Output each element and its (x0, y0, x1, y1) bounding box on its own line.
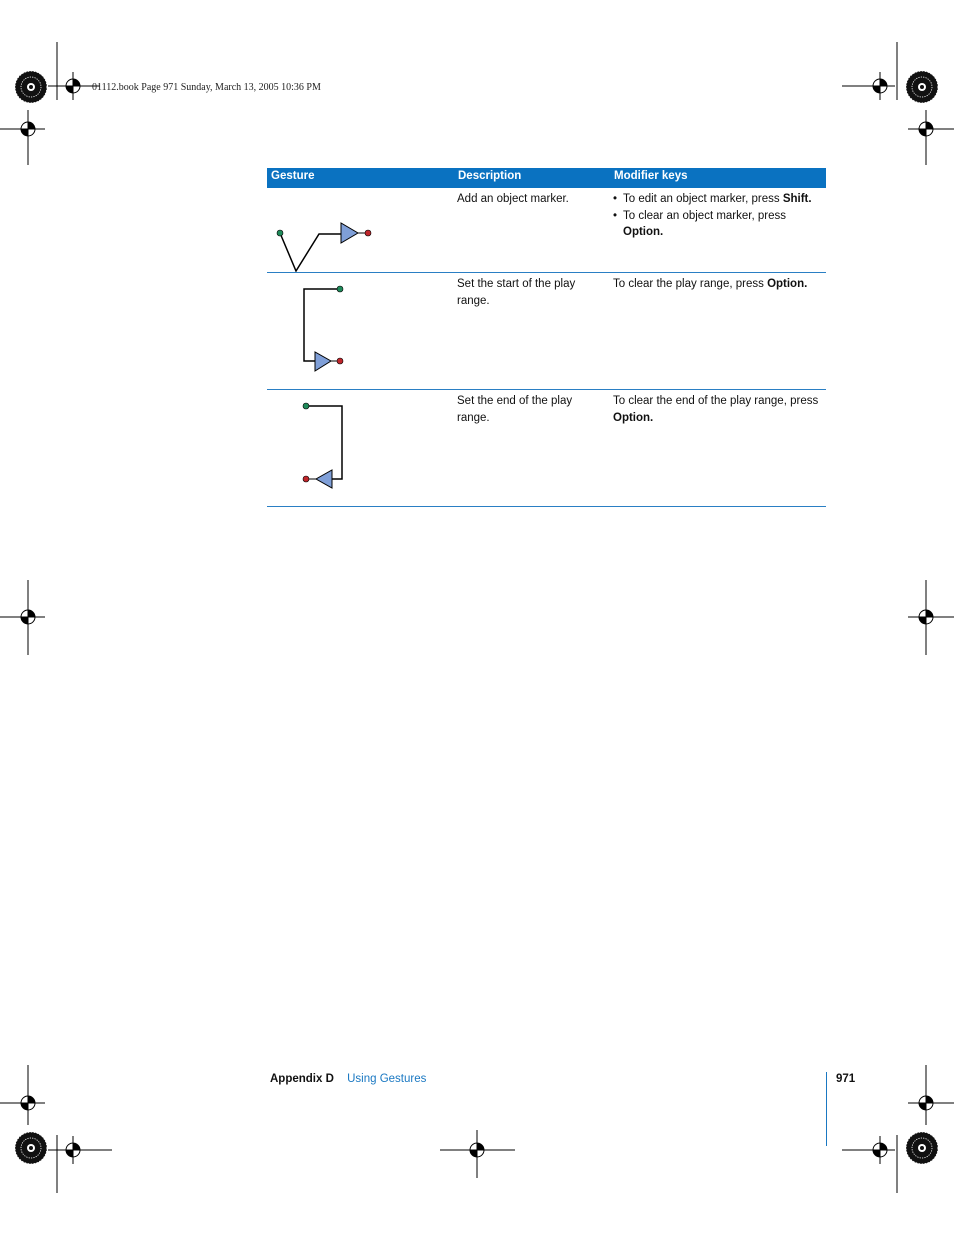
column-header-modifier-keys: Modifier keys (614, 170, 688, 182)
modifier-key: Option. (767, 278, 808, 290)
list-item (613, 191, 825, 208)
description-text: Set the start of the play range. (457, 278, 576, 307)
modifier-keys-cell (613, 276, 825, 293)
page-number: 971 (836, 1073, 856, 1085)
page-footer (270, 1073, 426, 1085)
description-text: Set the end of the play range. (457, 395, 573, 424)
gestures-table (267, 168, 826, 507)
modifier-keys-cell (613, 191, 825, 241)
modifier-text: To clear an object marker, press (623, 209, 786, 222)
play-range-end-gesture-illustration (267, 390, 387, 506)
chapter-title-link[interactable]: Using Gestures (347, 1073, 427, 1085)
bullet: • (613, 209, 618, 222)
modifier-keys-cell (613, 393, 825, 426)
modifier-key: Option. (623, 226, 664, 238)
table-row (267, 188, 826, 273)
list-item (613, 208, 825, 241)
description-text: Add an object marker. (457, 193, 569, 205)
modifier-text: To clear the end of the play range, press (613, 395, 819, 407)
print-slug: 01112.book Page 971 Sunday, March 13, 2005 10:36 PM (92, 82, 321, 93)
bullet: • (613, 193, 618, 205)
play-range-start-gesture-illustration (267, 273, 387, 389)
chapter-label: Appendix D (270, 1073, 334, 1085)
modifier-text: To edit an object marker, press (623, 193, 783, 205)
table-row (267, 390, 826, 507)
column-header-gesture: Gesture (271, 170, 315, 182)
table-row (267, 273, 826, 390)
object-marker-gesture-illustration (267, 188, 387, 272)
footer-divider (826, 1072, 827, 1146)
modifier-key: Shift. (782, 193, 812, 205)
table-header (267, 168, 826, 188)
modifier-text: To clear the play range, press (613, 278, 768, 290)
modifier-key: Option. (613, 411, 654, 424)
column-header-description: Description (458, 170, 522, 182)
